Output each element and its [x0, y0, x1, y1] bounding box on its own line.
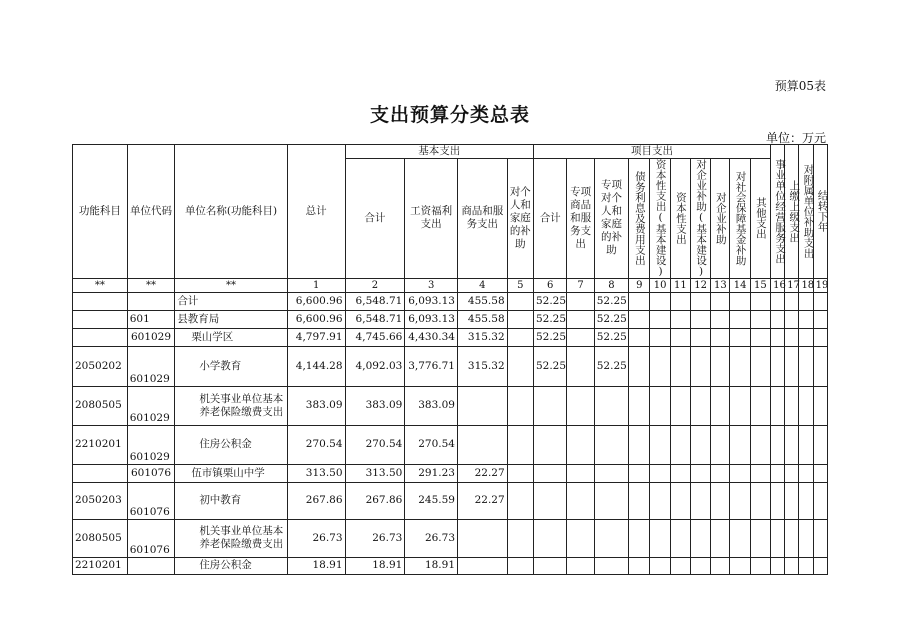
- header-upper: 上缴上级支出: [788, 179, 801, 243]
- index-row: [73, 278, 828, 292]
- unit-code: 601076: [127, 464, 175, 482]
- form-number: 预算05表: [774, 79, 826, 93]
- index-cell: 15: [750, 278, 770, 292]
- wage-cell: 18.91: [405, 557, 458, 574]
- proj-personal-cell: 52.25: [594, 310, 628, 328]
- func-code: [73, 464, 128, 482]
- unit-code: 601076: [127, 519, 175, 557]
- header-debt: 债务利息及费用支出: [633, 171, 646, 266]
- basic-sum-cell: 270.54: [345, 425, 405, 464]
- header-unit-name: 单位名称(功能科目): [175, 145, 287, 279]
- header-capital-build: 资本性支出(基本建设): [654, 159, 667, 278]
- proj-personal-cell: [594, 464, 628, 482]
- header-basic-sum: 合计: [345, 159, 405, 279]
- goods-cell: 455.58: [458, 310, 508, 328]
- header-capital: 资本性支出: [674, 192, 687, 245]
- basic-sum-cell: 4,745.66: [345, 328, 405, 346]
- unit-code: 601029: [127, 425, 175, 464]
- index-cell: 17: [785, 278, 799, 292]
- total-cell: 267.86: [287, 482, 345, 519]
- proj-personal-cell: [594, 425, 628, 464]
- total-cell: 18.91: [287, 557, 345, 574]
- basic-sum-cell: 18.91: [345, 557, 405, 574]
- table-row: [73, 557, 828, 574]
- header-proj-personal: 专项对个人和家庭的补助: [594, 159, 628, 279]
- proj-sum-cell: [533, 557, 566, 574]
- budget-table: [72, 144, 828, 575]
- proj-personal-cell: 52.25: [594, 328, 628, 346]
- table-row: [73, 425, 828, 464]
- func-code: 2210201: [73, 425, 128, 464]
- basic-sum-cell: 6,548.71: [345, 310, 405, 328]
- func-code: [73, 328, 128, 346]
- index-cell: 16: [771, 278, 785, 292]
- total-cell: 4,797.91: [287, 328, 345, 346]
- total-cell: 313.50: [287, 464, 345, 482]
- table-row: [73, 310, 828, 328]
- index-cell: 4: [458, 278, 508, 292]
- proj-sum-cell: 52.25: [533, 328, 566, 346]
- table-row: [73, 519, 828, 557]
- header-total: 总计: [287, 145, 345, 279]
- func-code: 2080505: [73, 386, 128, 425]
- goods-cell: 315.32: [458, 346, 508, 386]
- goods-cell: [458, 557, 508, 574]
- proj-personal-cell: 52.25: [594, 292, 628, 310]
- proj-sum-cell: [533, 519, 566, 557]
- unit-name: 合计: [175, 292, 287, 310]
- header-ent: 对企业补助: [714, 192, 727, 245]
- goods-cell: 315.32: [458, 328, 508, 346]
- total-cell: 4,144.28: [287, 346, 345, 386]
- unit-code: [127, 557, 175, 574]
- wage-cell: 26.73: [405, 519, 458, 557]
- func-code: [73, 310, 128, 328]
- unit-name: 住房公积金: [175, 425, 287, 464]
- goods-cell: [458, 386, 508, 425]
- total-cell: 383.09: [287, 386, 345, 425]
- proj-sum-cell: [533, 482, 566, 519]
- goods-cell: [458, 519, 508, 557]
- header-unit-code: 单位代码: [127, 145, 175, 279]
- header-func: 功能科目: [73, 145, 128, 279]
- proj-sum-cell: 52.25: [533, 310, 566, 328]
- header-goods: 商品和服务支出: [458, 159, 508, 279]
- total-cell: 6,600.96: [287, 310, 345, 328]
- index-cell: **: [127, 278, 175, 292]
- goods-cell: 22.27: [458, 464, 508, 482]
- header-other: 其他支出: [754, 197, 767, 240]
- index-cell: 2: [345, 278, 405, 292]
- index-cell: 5: [507, 278, 533, 292]
- basic-sum-cell: 4,092.03: [345, 346, 405, 386]
- header-social: 对社会保障基金补助: [734, 171, 747, 266]
- index-cell: 11: [670, 278, 690, 292]
- header-basic: 基本支出: [345, 145, 533, 159]
- wage-cell: 3,776.71: [405, 346, 458, 386]
- header-ent-build: 对企业补助(基本建设): [695, 159, 708, 278]
- unit-code: 601029: [127, 386, 175, 425]
- table-row: [73, 346, 828, 386]
- wage-cell: 6,093.13: [405, 292, 458, 310]
- proj-sum-cell: [533, 425, 566, 464]
- wage-cell: 6,093.13: [405, 310, 458, 328]
- index-cell: 14: [730, 278, 750, 292]
- func-code: 2210201: [73, 557, 128, 574]
- unit-code: 601076: [127, 482, 175, 519]
- func-code: 2050202: [73, 346, 128, 386]
- func-code: 2080505: [73, 519, 128, 557]
- goods-cell: 22.27: [458, 482, 508, 519]
- index-cell: 12: [690, 278, 710, 292]
- proj-personal-cell: [594, 519, 628, 557]
- wage-cell: 4,430.34: [405, 328, 458, 346]
- index-cell: 3: [405, 278, 458, 292]
- unit-code: 601: [127, 310, 175, 328]
- total-cell: 270.54: [287, 425, 345, 464]
- unit-code: 601029: [127, 328, 175, 346]
- index-cell: 8: [594, 278, 628, 292]
- basic-sum-cell: 6,548.71: [345, 292, 405, 310]
- header-wage: 工资福利支出: [405, 159, 458, 279]
- proj-personal-cell: 52.25: [594, 346, 628, 386]
- header-row-1: [73, 145, 828, 159]
- index-cell: 10: [650, 278, 670, 292]
- header-project: 项目支出: [533, 145, 770, 159]
- page-title: 支出预算分类总表: [369, 104, 530, 126]
- unit-code: [127, 292, 175, 310]
- header-personal: 对个人和家庭的补助: [507, 159, 533, 279]
- unit-name: 伍市镇栗山中学: [175, 464, 287, 482]
- header-proj-goods: 专项商品和服务支出: [567, 159, 594, 279]
- unit-name: 初中教育: [175, 482, 287, 519]
- total-cell: 6,600.96: [287, 292, 345, 310]
- table-row: [73, 386, 828, 425]
- goods-cell: 455.58: [458, 292, 508, 310]
- header-carry: 结转下年: [816, 190, 829, 233]
- index-cell: **: [73, 278, 128, 292]
- unit-code: 601029: [127, 346, 175, 386]
- func-code: [73, 292, 128, 310]
- table-row: [73, 328, 828, 346]
- wage-cell: 245.59: [405, 482, 458, 519]
- unit-name: 小学教育: [175, 346, 287, 386]
- index-cell: **: [175, 278, 287, 292]
- wage-cell: 270.54: [405, 425, 458, 464]
- basic-sum-cell: 267.86: [345, 482, 405, 519]
- header-proj-sum: 合计: [533, 159, 566, 279]
- index-cell: 7: [567, 278, 594, 292]
- header-affiliated: 对附属单位补助支出: [802, 164, 815, 259]
- basic-sum-cell: 313.50: [345, 464, 405, 482]
- unit-name: 机关事业单位基本养老保险缴费支出: [175, 519, 287, 557]
- index-cell: 9: [629, 278, 650, 292]
- proj-sum-cell: 52.25: [533, 292, 566, 310]
- unit-name: 县教育局: [175, 310, 287, 328]
- proj-sum-cell: [533, 386, 566, 425]
- unit-name: 住房公积金: [175, 557, 287, 574]
- proj-personal-cell: [594, 557, 628, 574]
- index-cell: 18: [799, 278, 813, 292]
- index-cell: 19: [813, 278, 827, 292]
- unit-name: 机关事业单位基本养老保险缴费支出: [175, 386, 287, 425]
- proj-sum-cell: 52.25: [533, 346, 566, 386]
- total-cell: 26.73: [287, 519, 345, 557]
- unit-name: 栗山学区: [175, 328, 287, 346]
- index-cell: 1: [287, 278, 345, 292]
- table-row: [73, 292, 828, 310]
- index-cell: 13: [711, 278, 730, 292]
- table-row: [73, 464, 828, 482]
- wage-cell: 383.09: [405, 386, 458, 425]
- table-row: [73, 482, 828, 519]
- proj-personal-cell: [594, 482, 628, 519]
- wage-cell: 291.23: [405, 464, 458, 482]
- goods-cell: [458, 425, 508, 464]
- unit-label: 单位：万元: [765, 131, 826, 145]
- proj-personal-cell: [594, 386, 628, 425]
- index-cell: 6: [533, 278, 566, 292]
- basic-sum-cell: 26.73: [345, 519, 405, 557]
- func-code: 2050203: [73, 482, 128, 519]
- basic-sum-cell: 383.09: [345, 386, 405, 425]
- header-biz: 事业单位经营服务支出: [774, 158, 787, 264]
- proj-sum-cell: [533, 464, 566, 482]
